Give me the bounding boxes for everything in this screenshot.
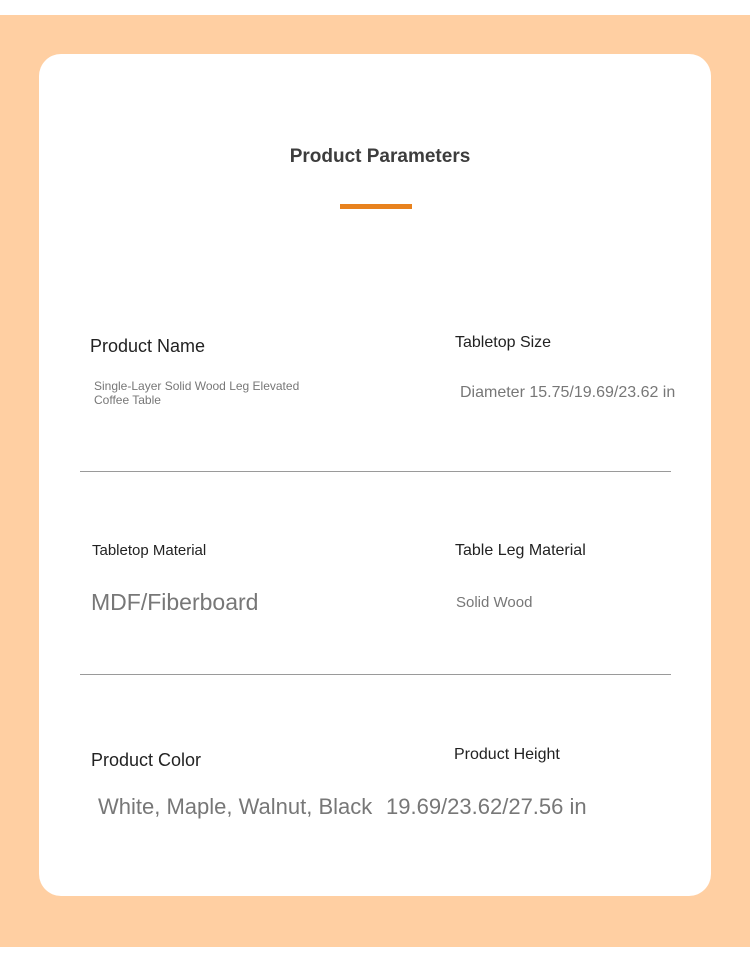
row-divider-2 xyxy=(80,674,671,675)
product-name-value-line1: Single-Layer Solid Wood Leg Elevated xyxy=(94,379,300,393)
product-height-value: 19.69/23.62/27.56 in xyxy=(386,794,587,819)
tabletop-size-label: Tabletop Size xyxy=(455,334,552,351)
page-title: Product Parameters xyxy=(289,146,471,167)
tabletop-material-label: Tabletop Material xyxy=(92,542,207,559)
tabletop-material-value: MDF/Fiberboard xyxy=(91,589,259,615)
product-color-label: Product Color xyxy=(91,750,202,770)
product-name-value-line2: Coffee Table xyxy=(94,393,161,407)
row-divider-1 xyxy=(80,471,671,472)
table-leg-material-label: Table Leg Material xyxy=(455,542,586,559)
title-underline xyxy=(340,204,412,209)
table-leg-material-value: Solid Wood xyxy=(456,594,533,611)
tabletop-size-value: Diameter 15.75/19.69/23.62 in xyxy=(460,384,676,401)
product-name-label: Product Name xyxy=(90,336,206,356)
product-color-value: White, Maple, Walnut, Black xyxy=(98,794,373,819)
product-height-label: Product Height xyxy=(454,746,560,763)
